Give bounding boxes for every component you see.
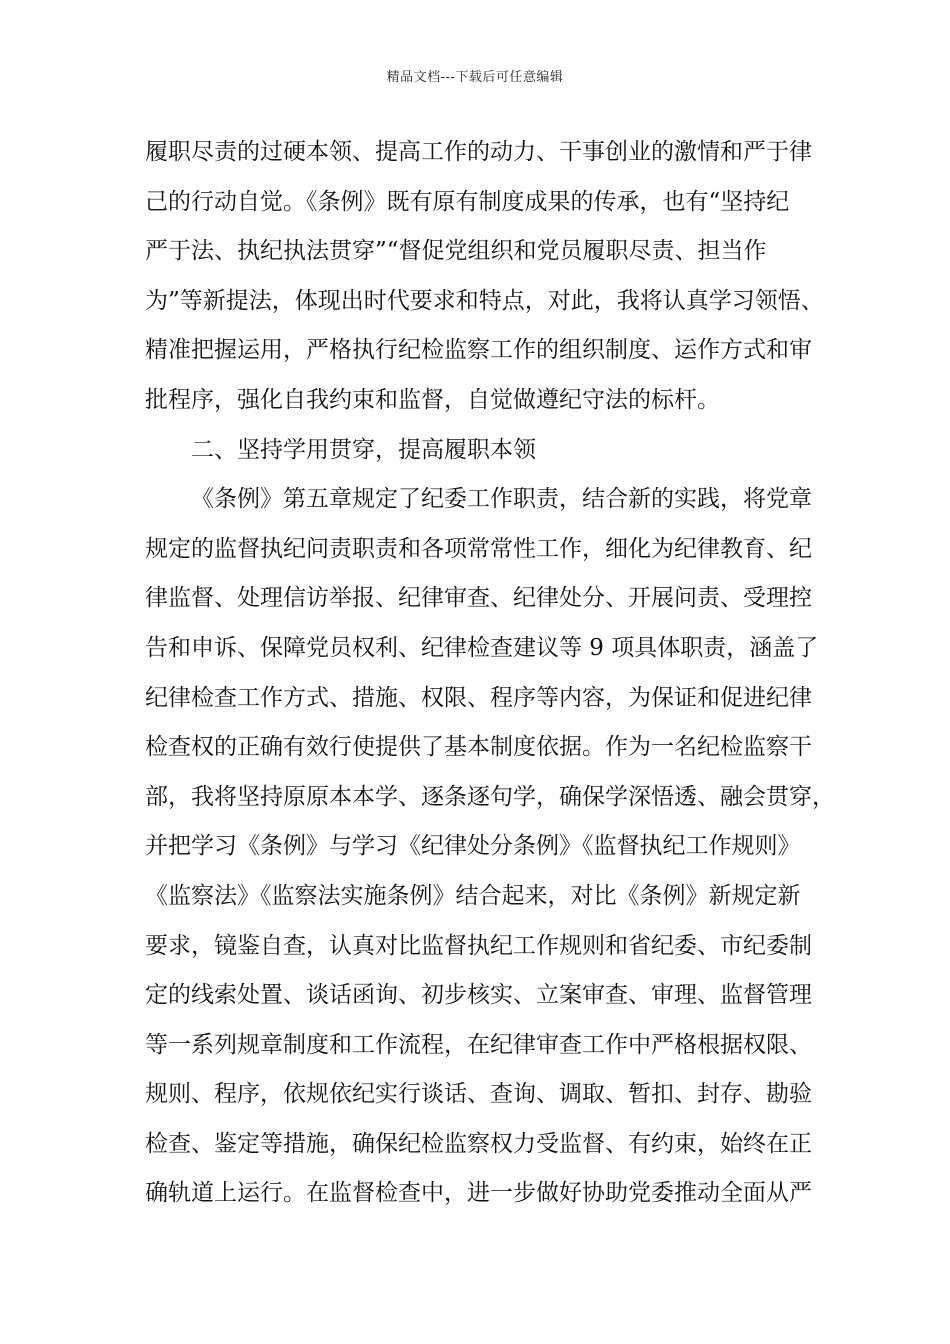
section-heading: 二、坚持学用贯穿，提高履职本领 (191, 436, 536, 463)
text-line: 定的线索处置、谈话函询、初步核实、立案审查、审理、监督管理 (145, 982, 812, 1009)
text-line: 检查、鉴定等措施，确保纪检监察权力受监督、有约束，始终在正 (145, 1130, 812, 1157)
document-body (145, 128, 835, 1219)
text-line: 规定的监督执纪问责职责和各项常常性工作，细化为纪律教育、纪 (145, 535, 812, 562)
text-line: 检查权的正确有效行使提供了基本制度依据。作为一名纪检监察干 (145, 734, 812, 761)
text-line: 精准把握运用，严格执行纪检监察工作的组织制度、运作方式和审 (145, 337, 812, 364)
paragraph-first-line: 《条例》第五章规定了纪委工作职责，结合新的实践，将党章 (191, 486, 812, 513)
text-line: 要求，镜鉴自查，认真对比监督执纪工作规则和省纪委、市纪委制 (145, 932, 812, 959)
text-line: 等一系列规章制度和工作流程，在纪律审查工作中严格根据权限、 (145, 1031, 812, 1058)
text-line: 并把学习《条例》与学习《纪律处分条例》《监督执纪工作规则》 (145, 833, 801, 860)
text-line: 律监督、处理信访举报、纪律审查、纪律处分、开展问责、受理控 (145, 585, 812, 612)
text-line: 告和申诉、保障党员权利、纪律检查建议等 9 项具体职责，涵盖了 (145, 634, 819, 661)
text-line: 确轨道上运行。在监督检查中，进一步做好协助党委推动全面从严 (145, 1180, 812, 1207)
text-line: 《监察法》《监察法实施条例》结合起来，对比《条例》新规定新 (145, 882, 801, 909)
text-line: 为”等新提法，体现出时代要求和特点，对此，我将认真学习领悟、 (145, 287, 824, 314)
text-line: 严于法、执纪执法贯穿”“督促党组织和党员履职尽责、担当作 (145, 238, 767, 265)
text-line: 批程序，强化自我约束和监督，自觉做遵纪守法的标杆。 (145, 386, 720, 413)
text-line: 规则、程序，依规依纪实行谈话、查询、调取、暂扣、封存、勘验 (145, 1081, 812, 1108)
text-line: 己的行动自觉。《条例》既有原有制度成果的传承，也有“坚持纪 (145, 188, 790, 215)
text-line: 履职尽责的过硬本领、提高工作的动力、干事创业的激情和严于律 (145, 139, 812, 165)
page-header: 精品文档---下载后可任意编辑 (386, 70, 564, 85)
text-line: 部，我将坚持原原本本学、逐条逐句学，确保学深悟透、融会贯穿， (145, 783, 835, 810)
text-line: 纪律检查工作方式、措施、权限、程序等内容，为保证和促进纪律 (145, 684, 812, 711)
